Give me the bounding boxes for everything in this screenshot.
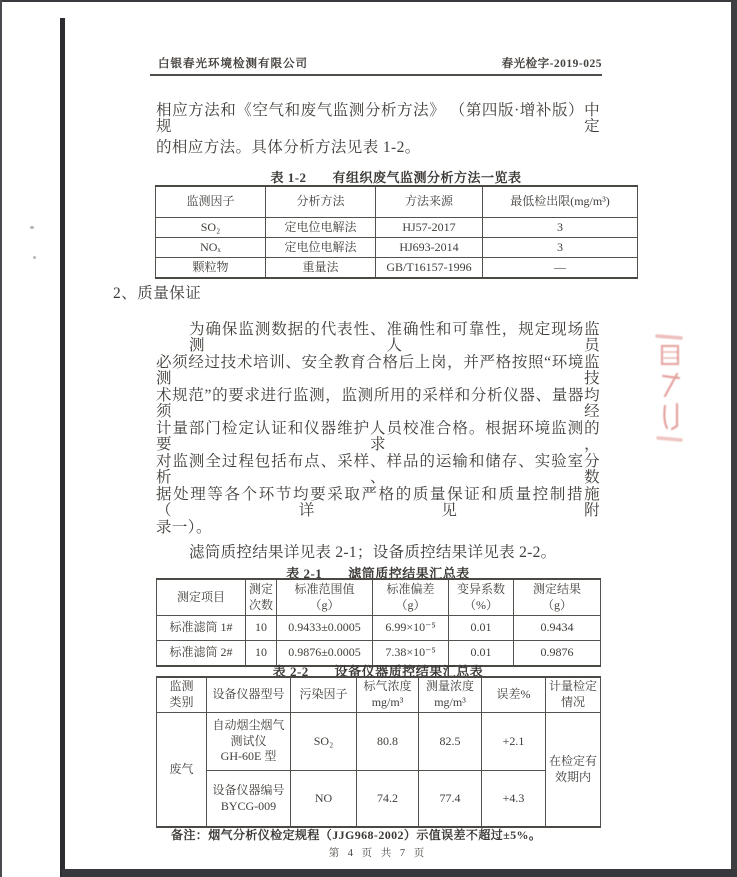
col-header: 计量检定 情况 — [546, 677, 601, 713]
cell-item: 标准滤筒 2# — [157, 641, 246, 667]
col-header: 设备仪器型号 — [207, 677, 291, 713]
col-header: 监测因子 — [156, 186, 266, 218]
col-header: 变异系数 （%） — [449, 579, 514, 616]
paragraph-line: 录一）。 — [156, 519, 212, 536]
col-header: 测量浓度 mg/m³ — [419, 677, 482, 713]
note-line: 备注：烟气分析仪检定规程（JJG968-2002）示值误差不超过±5%。 — [171, 828, 542, 842]
scan-edge-right — [731, 0, 737, 877]
cell-source: HJ57-2017 — [376, 218, 483, 238]
cell-factor: NOₓ — [156, 238, 266, 258]
cell-limit: 3 — [483, 218, 638, 238]
col-header: 误差% — [482, 677, 546, 713]
cell-cv: 0.01 — [449, 641, 514, 667]
section-heading: 2、质量保证 — [113, 285, 202, 302]
col-header: 方法来源 — [376, 186, 483, 218]
intro-line: 的相应方法。具体分析方法见表 1-2。 — [156, 139, 421, 156]
cell-device: 设备仪器编号 BYCG-009 — [207, 771, 291, 828]
cell-source: HJ693-2014 — [376, 238, 483, 258]
col-header: 监测 类别 — [157, 677, 207, 713]
cell-standard-conc: 74.2 — [357, 771, 419, 828]
table-analysis-methods — [155, 185, 638, 279]
table-row — [156, 238, 638, 258]
cell-count: 10 — [246, 641, 277, 667]
col-header: 标气浓度 mg/m³ — [357, 677, 419, 713]
cell-method: 定电位电解法 — [266, 218, 376, 238]
company-name: 白银春光环境检测有限公司 — [158, 58, 308, 70]
cell-error: +2.1 — [482, 713, 546, 771]
cell-count: 10 — [246, 616, 277, 641]
scan-speck — [30, 226, 34, 229]
col-header: 标准范围值 （g） — [277, 579, 373, 616]
scan-binding-bar-left — [60, 18, 65, 877]
cell-limit: — — [483, 258, 638, 279]
table-row — [157, 713, 601, 771]
table-2-1-label: 表 2-1 — [286, 566, 323, 581]
cell-measured-conc: 77.4 — [419, 771, 482, 828]
cell-error: +4.3 — [482, 771, 546, 828]
col-header: 标准偏差 （g） — [373, 579, 449, 616]
cell-limit: 3 — [483, 238, 638, 258]
quality-paragraph — [156, 322, 600, 553]
cell-method: 重量法 — [266, 258, 376, 279]
table-row — [157, 616, 601, 641]
document-number: 春光检字-2019-025 — [501, 58, 602, 70]
header-rule — [150, 74, 602, 76]
cell-range: 0.9433±0.0005 — [277, 616, 373, 641]
cell-stdev: 7.38×10⁻⁵ — [373, 641, 449, 667]
cell-pollutant: SO₂ — [291, 713, 357, 771]
table-2-2-label: 表 2-2 — [272, 664, 309, 679]
intro-line: 相应方法和《空气和废气监测分析方法》 （第四版·增补版）中规定 — [156, 102, 600, 135]
paragraph-line: 对监测全过程包括布点、采样、样品的运输和储存、实验室分析、数 — [156, 453, 600, 486]
cell-result: 0.9876 — [514, 641, 601, 667]
cell-measured-conc: 82.5 — [419, 713, 482, 771]
cell-pollutant: NO — [291, 771, 357, 828]
table-row — [156, 258, 638, 279]
cell-standard-conc: 80.8 — [357, 713, 419, 771]
paragraph-line: 据处理等各个环节均要采取严格的质量保证和质量控制措施（详见附 — [156, 486, 600, 519]
col-header: 测定项目 — [157, 579, 246, 616]
scan-edge-left — [0, 0, 2, 877]
col-header: 污染因子 — [291, 677, 357, 713]
page-number: 第 4 页 共 7 页 — [328, 848, 428, 859]
cell-verification-status: 在检定有 效期内 — [546, 713, 601, 828]
intro-paragraph — [156, 103, 600, 177]
cell-factor: SO₂ — [156, 218, 266, 238]
paragraph-line: 计量部门检定认证和仪器维护人员校准合格。根据环境监测的要求， — [156, 420, 600, 453]
col-header: 测定结果 （g） — [514, 579, 601, 616]
table-filter-qc — [156, 578, 601, 667]
table-row — [156, 218, 638, 238]
cell-range: 0.9876±0.0005 — [277, 641, 373, 667]
col-header: 测定 次数 — [246, 579, 277, 616]
table-1-2-label: 表 1-2 — [270, 170, 307, 185]
red-stamp-fragment — [653, 332, 685, 446]
cell-category: 废气 — [157, 713, 207, 828]
cell-item: 标准滤筒 1# — [157, 616, 246, 641]
cell-source: GB/T16157-1996 — [376, 258, 483, 279]
table-row — [157, 771, 601, 828]
table-instrument-qc — [156, 676, 601, 828]
cell-factor: 颗粒物 — [156, 258, 266, 279]
table-2-1-caption: 滤筒质控结果汇总表 — [348, 566, 470, 581]
cell-result: 0.9434 — [514, 616, 601, 641]
table-1-2-caption: 有组织废气监测分析方法一览表 — [332, 170, 522, 185]
scan-edge-top — [0, 0, 737, 2]
tables-reference-line: 滤筒质控结果详见表 2-1；设备质控结果详见表 2-2。 — [189, 544, 557, 561]
cell-cv: 0.01 — [449, 616, 514, 641]
paragraph-line: 为确保监测数据的代表性、准确性和可靠性，规定现场监测人员 — [189, 321, 600, 354]
paragraph-line: 术规范”的要求进行监测，监测所用的采样和分析仪器、量器均须经 — [156, 387, 600, 420]
scan-edge-bottom — [62, 869, 737, 877]
cell-method: 定电位电解法 — [266, 238, 376, 258]
col-header: 分析方法 — [266, 186, 376, 218]
cell-stdev: 6.99×10⁻⁵ — [373, 616, 449, 641]
table-1-2-title — [155, 167, 637, 186]
paragraph-line: 必须经过技术培训、安全教育合格后上岗，并严格按照“环境监测技 — [156, 354, 600, 387]
scan-speck — [33, 256, 36, 259]
cell-device: 自动烟尘烟气 测试仪 GH-60E 型 — [207, 713, 291, 771]
table-2-2-caption: 设备仪器质控结果汇总表 — [334, 664, 484, 679]
col-header: 最低检出限(mg/m³) — [483, 186, 638, 218]
